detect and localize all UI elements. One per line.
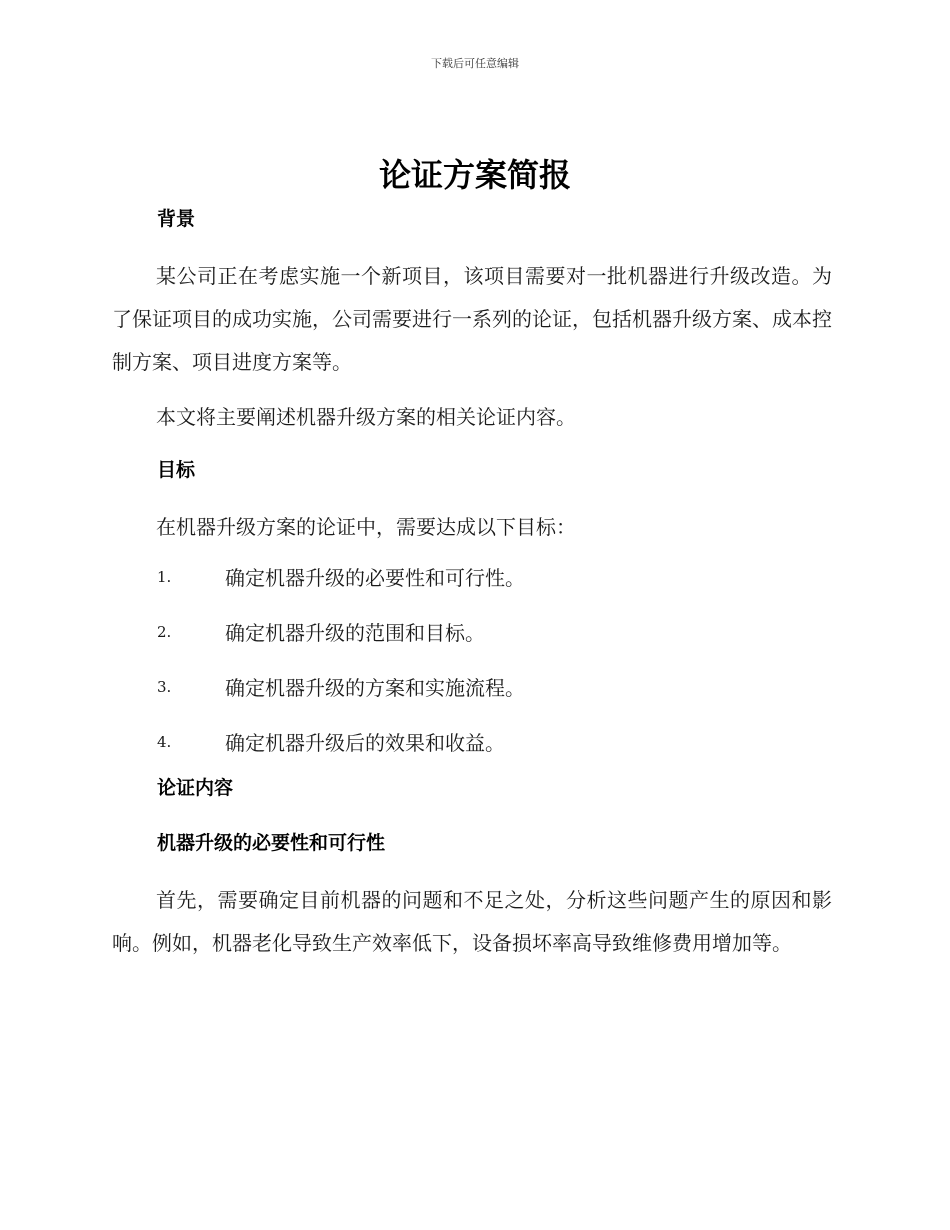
list-item	[112, 549, 832, 604]
document-title: 论证方案简报	[378, 156, 571, 194]
list-item-text: 确定机器升级的方案和实施流程。	[225, 676, 525, 700]
document-body	[112, 200, 832, 965]
goals-intro: 在机器升级方案的论证中，需要达成以下目标：	[156, 515, 576, 539]
header-note: 下载后可任意编辑	[431, 57, 519, 70]
goals-list	[112, 549, 832, 769]
section-heading-content: 论证内容	[157, 777, 234, 799]
list-item-number: 3.	[157, 677, 172, 696]
list-item-number: 2.	[157, 622, 172, 641]
background-paragraph-1: 某公司正在考虑实施一个新项目，该项目需要对一批机器进行升级改造。为了保证项目的成功实施，公司需要进行一系列的论证，包括机器升级方案、成本控制方案、项目进度方案等。	[112, 264, 832, 374]
content-paragraph-1: 首先，需要确定目前机器的问题和不足之处，分析这些问题产生的原因和影响。例如，机器老化导致生产效率低下，设备损坏率高导致维修费用增加等。	[112, 888, 832, 955]
list-item-text: 确定机器升级的范围和目标。	[225, 621, 485, 645]
background-paragraph-2: 本文将主要阐述机器升级方案的相关论证内容。	[156, 405, 576, 429]
list-item-number: 1.	[157, 567, 172, 586]
subsection-heading-necessity: 机器升级的必要性和可行性	[157, 832, 386, 854]
list-item	[112, 659, 832, 714]
list-item	[112, 714, 832, 769]
section-heading-background: 背景	[157, 208, 196, 230]
list-item-number: 4.	[157, 732, 172, 751]
list-item-text: 确定机器升级后的效果和收益。	[225, 731, 505, 755]
section-heading-goals: 目标	[157, 459, 196, 481]
list-item-text: 确定机器升级的必要性和可行性。	[225, 566, 525, 590]
list-item	[112, 604, 832, 659]
